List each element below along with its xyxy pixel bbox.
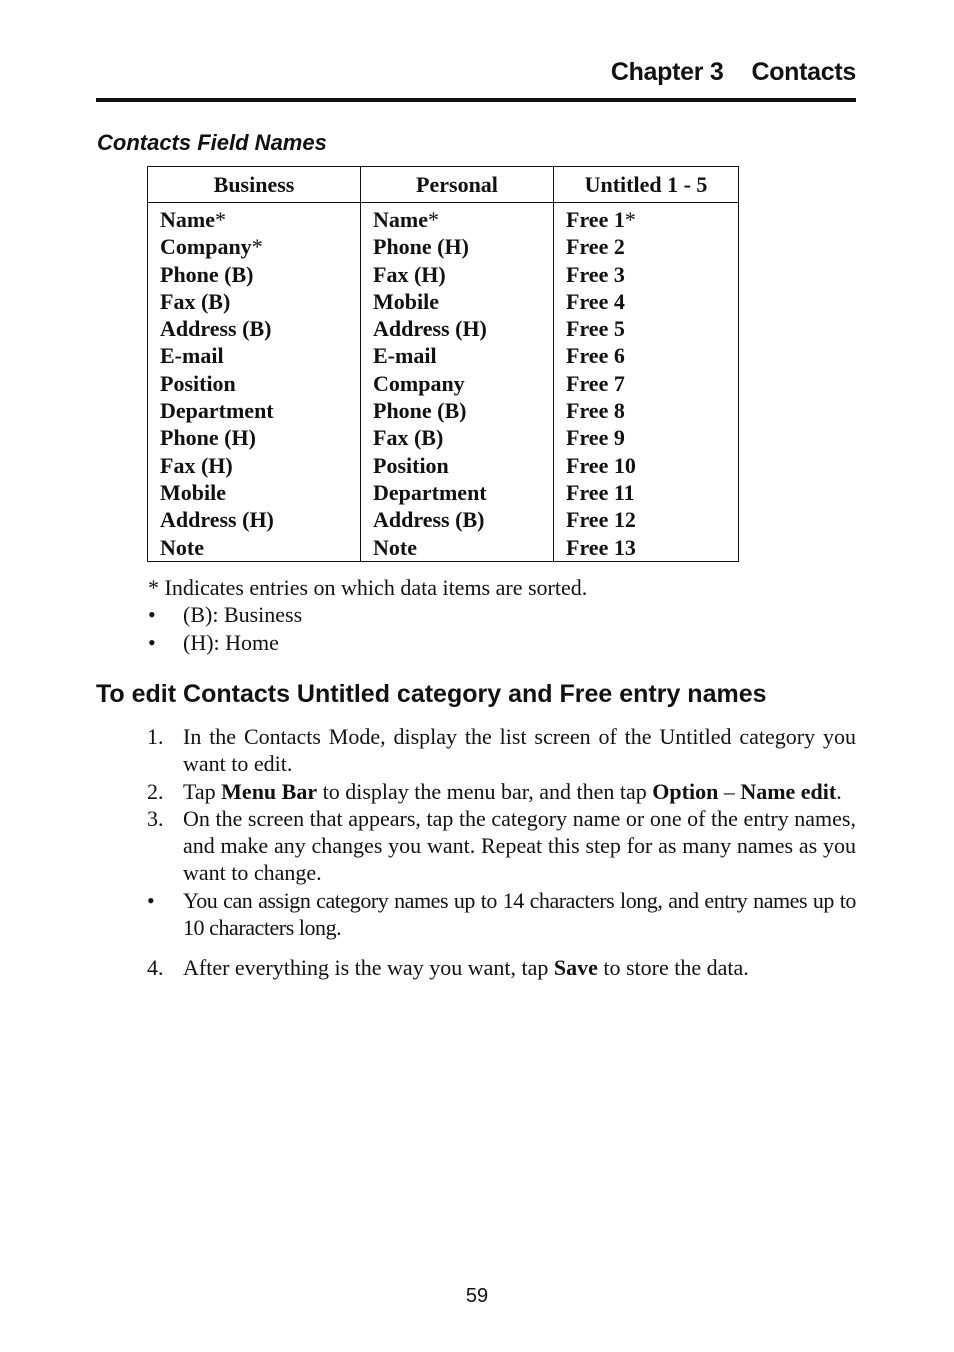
- field-name: Phone (H): [160, 425, 256, 451]
- text-run: to display the menu bar, and then tap: [317, 778, 653, 804]
- field-name: Free 12: [566, 507, 636, 533]
- field-name: Free 10: [566, 452, 636, 478]
- business-fields-cell: [148, 203, 361, 562]
- sort-marker: *: [251, 234, 263, 260]
- list-item: [373, 233, 553, 260]
- list-item: [566, 342, 738, 369]
- list-item: [566, 261, 738, 288]
- sort-marker: *: [427, 207, 439, 232]
- text-run: to store the data.: [597, 955, 749, 981]
- field-name: Free 3: [566, 261, 625, 287]
- field-name: Address (B): [160, 316, 272, 342]
- list-item: [160, 261, 360, 288]
- field-name: Free 2: [566, 234, 625, 260]
- save-term: Save: [553, 955, 598, 981]
- list-item: [160, 233, 360, 260]
- list-item: [160, 397, 360, 424]
- field-name: Department: [160, 398, 274, 424]
- contacts-field-names-table: [147, 166, 739, 562]
- field-name: Free 4: [566, 288, 625, 314]
- chapter-label: Chapter 3: [610, 58, 724, 86]
- field-name: Fax (H): [373, 261, 446, 287]
- section-heading: To edit Contacts Untitled category and Free entry names: [96, 680, 767, 708]
- step-number: 3.: [147, 805, 164, 831]
- field-name: Name: [160, 207, 215, 232]
- field-name: E-mail: [373, 343, 437, 369]
- step-2: [147, 778, 856, 805]
- field-name: Name: [373, 207, 428, 232]
- list-item: [373, 479, 553, 506]
- field-name: Note: [160, 534, 204, 560]
- step-number: 4.: [147, 955, 164, 981]
- list-item: [148, 601, 587, 628]
- column-header-personal: Personal: [361, 167, 554, 203]
- list-item: [566, 233, 738, 260]
- list-item: [373, 534, 553, 561]
- sort-marker: *: [624, 207, 636, 232]
- text-run: After everything is the way you want, tap: [183, 955, 554, 981]
- list-item: [373, 261, 553, 288]
- name-edit-term: Name edit: [740, 778, 837, 804]
- field-name: Phone (H): [373, 234, 469, 260]
- step-text: In the Contacts Mode, display the list screen of the Untitled category you want to edit.: [183, 724, 856, 777]
- bullet-marker: •: [148, 602, 156, 628]
- list-item: [160, 424, 360, 451]
- list-item: [148, 629, 587, 656]
- step-text: [183, 954, 856, 981]
- untitled-fields-cell: [554, 203, 739, 562]
- list-item: [373, 206, 553, 233]
- field-name: Free 11: [566, 479, 635, 505]
- list-item: [566, 424, 738, 451]
- step-1: [147, 723, 856, 778]
- abbreviation-home: (H): Home: [183, 629, 279, 655]
- field-name: Company: [373, 370, 465, 396]
- list-item: [566, 534, 738, 561]
- table-header-row: [148, 167, 739, 203]
- step-number: 2.: [147, 778, 164, 804]
- list-item: [373, 424, 553, 451]
- field-name: Address (H): [373, 316, 487, 342]
- list-item: [160, 315, 360, 342]
- field-name: Address (H): [160, 507, 274, 533]
- option-term: Option: [652, 778, 719, 804]
- list-item: [566, 370, 738, 397]
- table-body-row: [148, 203, 739, 562]
- list-item: [373, 506, 553, 533]
- step-text: On the screen that appears, tap the category name or one of the entry names, and make any changes you want. Repeat this step for as many names as you want to change.: [183, 805, 856, 886]
- list-item: [160, 534, 360, 561]
- list-item: [373, 370, 553, 397]
- step-number: 1.: [147, 724, 164, 749]
- table-notes: [148, 574, 587, 656]
- list-item: [566, 206, 738, 233]
- list-item: [373, 342, 553, 369]
- list-item: [566, 315, 738, 342]
- list-item: [373, 397, 553, 424]
- list-item: [373, 315, 553, 342]
- field-name: Fax (B): [373, 425, 444, 451]
- text-run: .: [836, 778, 842, 804]
- field-name: Address (B): [373, 507, 485, 533]
- field-name: Free 5: [566, 316, 625, 342]
- field-name: Note: [373, 534, 417, 560]
- personal-fields-cell: [361, 203, 554, 562]
- field-name: Free 1: [566, 207, 625, 232]
- instruction-steps: [147, 723, 856, 982]
- field-name: Mobile: [373, 288, 439, 314]
- field-name: Position: [160, 370, 236, 396]
- field-name: Fax (H): [160, 452, 233, 478]
- list-item: [160, 452, 360, 479]
- step-3: [147, 805, 856, 887]
- list-item: [160, 370, 360, 397]
- field-name: Company: [160, 234, 252, 260]
- list-item: [160, 479, 360, 506]
- list-item: [566, 452, 738, 479]
- list-item: [373, 288, 553, 315]
- list-item: [566, 397, 738, 424]
- step-text: You can assign category names up to 14 characters long, and entry names up to 10 characters long.: [183, 887, 856, 941]
- list-item: [566, 479, 738, 506]
- field-name: Fax (B): [160, 288, 231, 314]
- sort-marker: *: [214, 207, 226, 232]
- field-name: Free 8: [566, 398, 625, 424]
- page-header: [96, 58, 856, 102]
- field-name: Free 13: [566, 534, 636, 560]
- bullet-marker: •: [148, 629, 156, 655]
- chapter-title: Contacts: [751, 58, 856, 86]
- list-item: [160, 288, 360, 315]
- column-header-business: Business: [148, 167, 361, 203]
- field-name: Free 6: [566, 343, 625, 369]
- field-name: Department: [373, 479, 487, 505]
- list-item: [160, 342, 360, 369]
- table-subheading: Contacts Field Names: [97, 130, 327, 155]
- step-text: [183, 778, 856, 805]
- field-name: Position: [373, 452, 449, 478]
- field-name: Free 7: [566, 370, 625, 396]
- abbreviation-business: (B): Business: [183, 602, 303, 628]
- list-item: [160, 506, 360, 533]
- list-item: [566, 506, 738, 533]
- bullet-marker: •: [147, 887, 155, 913]
- list-item: [373, 452, 553, 479]
- page-number: 59: [465, 1285, 489, 1307]
- sort-note: * Indicates entries on which data items are sorted.: [148, 575, 588, 600]
- field-name: Phone (B): [373, 398, 467, 424]
- field-name: Mobile: [160, 479, 226, 505]
- field-name: Free 9: [566, 425, 625, 451]
- step-bullet-note: [147, 887, 856, 942]
- field-name: Phone (B): [160, 261, 254, 287]
- text-run: Tap: [183, 778, 222, 804]
- text-run: –: [718, 778, 741, 804]
- menu-bar-term: Menu Bar: [221, 778, 318, 804]
- list-item: [566, 288, 738, 315]
- column-header-untitled: Untitled 1 - 5: [554, 167, 739, 203]
- list-item: [160, 206, 360, 233]
- step-4: [147, 954, 856, 981]
- field-name: E-mail: [160, 343, 224, 369]
